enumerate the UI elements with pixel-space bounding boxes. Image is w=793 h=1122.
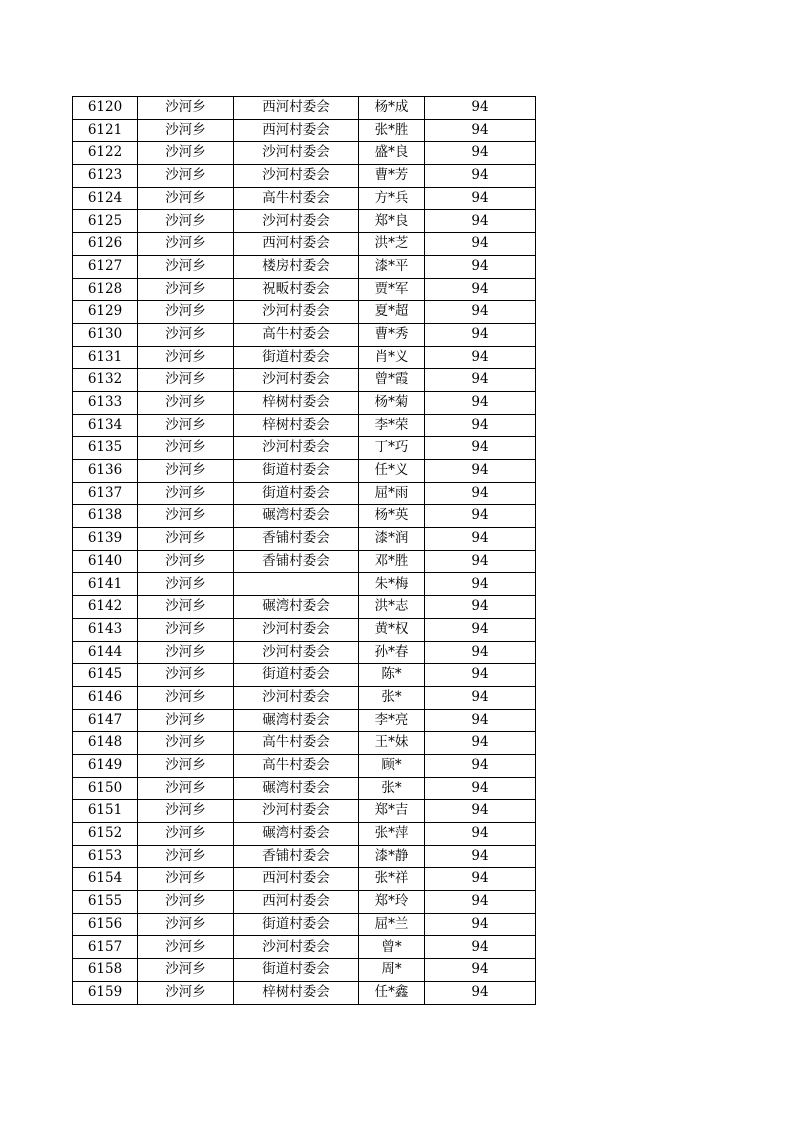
table-row	[73, 437, 536, 460]
cell-village: 街道村委会	[234, 482, 359, 505]
cell-id: 6156	[73, 913, 138, 936]
table-row	[73, 732, 536, 755]
cell-village: 沙河村委会	[234, 641, 359, 664]
cell-name: 朱*梅	[359, 573, 425, 596]
cell-village: 沙河村委会	[234, 936, 359, 959]
cell-town: 沙河乡	[138, 913, 234, 936]
cell-village: 街道村委会	[234, 460, 359, 483]
cell-town: 沙河乡	[138, 936, 234, 959]
cell-name: 曾*	[359, 936, 425, 959]
cell-id: 6126	[73, 233, 138, 256]
cell-village: 楼房村委会	[234, 255, 359, 278]
cell-id: 6134	[73, 414, 138, 437]
cell-score: 94	[425, 460, 536, 483]
cell-id: 6138	[73, 505, 138, 528]
cell-score: 94	[425, 891, 536, 914]
cell-score: 94	[425, 142, 536, 165]
cell-name: 洪*志	[359, 596, 425, 619]
cell-id: 6139	[73, 528, 138, 551]
cell-village: 西河村委会	[234, 891, 359, 914]
cell-town: 沙河乡	[138, 664, 234, 687]
cell-name: 曾*霞	[359, 369, 425, 392]
table-row	[73, 278, 536, 301]
cell-score: 94	[425, 528, 536, 551]
data-table	[72, 96, 536, 1005]
cell-name: 陈*	[359, 664, 425, 687]
cell-id: 6131	[73, 346, 138, 369]
cell-town: 沙河乡	[138, 210, 234, 233]
table-row	[73, 800, 536, 823]
cell-village: 梓树村委会	[234, 391, 359, 414]
cell-score: 94	[425, 233, 536, 256]
cell-score: 94	[425, 573, 536, 596]
cell-village: 街道村委会	[234, 346, 359, 369]
table-row	[73, 845, 536, 868]
cell-id: 6153	[73, 845, 138, 868]
cell-village: 街道村委会	[234, 913, 359, 936]
cell-town: 沙河乡	[138, 414, 234, 437]
table-row	[73, 686, 536, 709]
cell-town: 沙河乡	[138, 891, 234, 914]
cell-name: 郑*良	[359, 210, 425, 233]
cell-name: 邓*胜	[359, 550, 425, 573]
cell-score: 94	[425, 391, 536, 414]
cell-name: 任*鑫	[359, 981, 425, 1004]
cell-score: 94	[425, 868, 536, 891]
cell-score: 94	[425, 278, 536, 301]
cell-town: 沙河乡	[138, 233, 234, 256]
table-row	[73, 187, 536, 210]
table-row	[73, 823, 536, 846]
cell-name: 王*妹	[359, 732, 425, 755]
cell-name: 方*兵	[359, 187, 425, 210]
table-row	[73, 210, 536, 233]
cell-name: 张*	[359, 777, 425, 800]
cell-id: 6142	[73, 596, 138, 619]
cell-name: 杨*菊	[359, 391, 425, 414]
cell-town: 沙河乡	[138, 641, 234, 664]
table-row	[73, 777, 536, 800]
cell-town: 沙河乡	[138, 550, 234, 573]
cell-name: 郑*玲	[359, 891, 425, 914]
cell-village: 西河村委会	[234, 868, 359, 891]
table-row	[73, 505, 536, 528]
cell-name: 丁*巧	[359, 437, 425, 460]
cell-id: 6135	[73, 437, 138, 460]
table-row	[73, 959, 536, 982]
cell-village: 碾湾村委会	[234, 777, 359, 800]
table-row	[73, 891, 536, 914]
cell-village: 西河村委会	[234, 119, 359, 142]
cell-town: 沙河乡	[138, 142, 234, 165]
cell-town: 沙河乡	[138, 119, 234, 142]
cell-id: 6148	[73, 732, 138, 755]
cell-name: 漆*润	[359, 528, 425, 551]
cell-village: 高牛村委会	[234, 323, 359, 346]
cell-village: 沙河村委会	[234, 800, 359, 823]
cell-town: 沙河乡	[138, 981, 234, 1004]
table-row	[73, 936, 536, 959]
cell-town: 沙河乡	[138, 777, 234, 800]
cell-town: 沙河乡	[138, 187, 234, 210]
cell-id: 6124	[73, 187, 138, 210]
cell-name: 曹*芳	[359, 165, 425, 188]
table-row	[73, 482, 536, 505]
table-row	[73, 346, 536, 369]
cell-id: 6141	[73, 573, 138, 596]
cell-id: 6150	[73, 777, 138, 800]
table-row	[73, 550, 536, 573]
table-row	[73, 97, 536, 120]
cell-town: 沙河乡	[138, 482, 234, 505]
table-row	[73, 641, 536, 664]
cell-score: 94	[425, 618, 536, 641]
cell-id: 6123	[73, 165, 138, 188]
cell-score: 94	[425, 641, 536, 664]
cell-village: 沙河村委会	[234, 369, 359, 392]
cell-village: 香铺村委会	[234, 845, 359, 868]
cell-score: 94	[425, 845, 536, 868]
cell-id: 6143	[73, 618, 138, 641]
cell-id: 6152	[73, 823, 138, 846]
cell-town: 沙河乡	[138, 596, 234, 619]
cell-village: 香铺村委会	[234, 528, 359, 551]
cell-town: 沙河乡	[138, 573, 234, 596]
cell-village: 街道村委会	[234, 959, 359, 982]
cell-id: 6120	[73, 97, 138, 120]
cell-score: 94	[425, 800, 536, 823]
cell-score: 94	[425, 369, 536, 392]
table-row	[73, 460, 536, 483]
cell-id: 6155	[73, 891, 138, 914]
cell-score: 94	[425, 550, 536, 573]
cell-id: 6146	[73, 686, 138, 709]
cell-town: 沙河乡	[138, 255, 234, 278]
cell-town: 沙河乡	[138, 391, 234, 414]
cell-name: 黄*权	[359, 618, 425, 641]
cell-name: 漆*静	[359, 845, 425, 868]
cell-id: 6122	[73, 142, 138, 165]
cell-town: 沙河乡	[138, 845, 234, 868]
cell-score: 94	[425, 913, 536, 936]
cell-name: 夏*超	[359, 301, 425, 324]
cell-name: 张*祥	[359, 868, 425, 891]
cell-name: 孙*春	[359, 641, 425, 664]
cell-score: 94	[425, 301, 536, 324]
cell-town: 沙河乡	[138, 437, 234, 460]
table-row	[73, 119, 536, 142]
table-row	[73, 323, 536, 346]
cell-name: 郑*吉	[359, 800, 425, 823]
cell-village: 梓树村委会	[234, 414, 359, 437]
cell-id: 6125	[73, 210, 138, 233]
table-row	[73, 165, 536, 188]
cell-id: 6132	[73, 369, 138, 392]
table-row	[73, 981, 536, 1004]
cell-name: 杨*成	[359, 97, 425, 120]
table-row	[73, 754, 536, 777]
cell-village: 西河村委会	[234, 97, 359, 120]
cell-village: 西河村委会	[234, 233, 359, 256]
table-row	[73, 233, 536, 256]
table-row	[73, 142, 536, 165]
cell-id: 6130	[73, 323, 138, 346]
cell-name: 屈*兰	[359, 913, 425, 936]
cell-town: 沙河乡	[138, 460, 234, 483]
cell-id: 6129	[73, 301, 138, 324]
cell-village: 沙河村委会	[234, 142, 359, 165]
table-row	[73, 709, 536, 732]
cell-id: 6149	[73, 754, 138, 777]
cell-score: 94	[425, 119, 536, 142]
cell-village: 碾湾村委会	[234, 709, 359, 732]
cell-score: 94	[425, 97, 536, 120]
cell-village: 高牛村委会	[234, 754, 359, 777]
cell-id: 6133	[73, 391, 138, 414]
cell-id: 6121	[73, 119, 138, 142]
cell-village: 沙河村委会	[234, 686, 359, 709]
cell-name: 盛*良	[359, 142, 425, 165]
cell-score: 94	[425, 187, 536, 210]
cell-id: 6151	[73, 800, 138, 823]
cell-village: 沙河村委会	[234, 165, 359, 188]
cell-score: 94	[425, 777, 536, 800]
cell-town: 沙河乡	[138, 732, 234, 755]
cell-score: 94	[425, 482, 536, 505]
cell-score: 94	[425, 709, 536, 732]
cell-town: 沙河乡	[138, 868, 234, 891]
table-row	[73, 301, 536, 324]
cell-village: 街道村委会	[234, 664, 359, 687]
cell-id: 6154	[73, 868, 138, 891]
cell-id: 6147	[73, 709, 138, 732]
cell-score: 94	[425, 823, 536, 846]
cell-village: 沙河村委会	[234, 437, 359, 460]
cell-town: 沙河乡	[138, 346, 234, 369]
cell-score: 94	[425, 664, 536, 687]
table-row	[73, 414, 536, 437]
cell-id: 6144	[73, 641, 138, 664]
cell-village: 碾湾村委会	[234, 505, 359, 528]
cell-id: 6136	[73, 460, 138, 483]
cell-town: 沙河乡	[138, 686, 234, 709]
cell-name: 张*萍	[359, 823, 425, 846]
cell-village: 高牛村委会	[234, 187, 359, 210]
cell-name: 曹*秀	[359, 323, 425, 346]
cell-town: 沙河乡	[138, 278, 234, 301]
table-row	[73, 596, 536, 619]
table-row	[73, 391, 536, 414]
cell-id: 6137	[73, 482, 138, 505]
cell-name: 周*	[359, 959, 425, 982]
cell-score: 94	[425, 210, 536, 233]
cell-name: 洪*芝	[359, 233, 425, 256]
cell-score: 94	[425, 323, 536, 346]
cell-name: 漆*平	[359, 255, 425, 278]
cell-town: 沙河乡	[138, 709, 234, 732]
cell-id: 6127	[73, 255, 138, 278]
cell-score: 94	[425, 414, 536, 437]
cell-name: 贾*军	[359, 278, 425, 301]
table-row	[73, 573, 536, 596]
cell-town: 沙河乡	[138, 528, 234, 551]
cell-score: 94	[425, 346, 536, 369]
cell-town: 沙河乡	[138, 754, 234, 777]
table-row	[73, 255, 536, 278]
cell-score: 94	[425, 732, 536, 755]
cell-town: 沙河乡	[138, 505, 234, 528]
cell-village: 沙河村委会	[234, 210, 359, 233]
cell-score: 94	[425, 936, 536, 959]
cell-id: 6158	[73, 959, 138, 982]
cell-score: 94	[425, 981, 536, 1004]
cell-score: 94	[425, 686, 536, 709]
cell-village: 高牛村委会	[234, 732, 359, 755]
cell-name: 屈*雨	[359, 482, 425, 505]
cell-village: 沙河村委会	[234, 618, 359, 641]
cell-name: 顾*	[359, 754, 425, 777]
cell-village: 碾湾村委会	[234, 596, 359, 619]
cell-name: 张*	[359, 686, 425, 709]
cell-score: 94	[425, 505, 536, 528]
cell-town: 沙河乡	[138, 959, 234, 982]
cell-village	[234, 573, 359, 596]
cell-town: 沙河乡	[138, 369, 234, 392]
table-row	[73, 369, 536, 392]
cell-name: 任*义	[359, 460, 425, 483]
cell-name: 杨*英	[359, 505, 425, 528]
cell-id: 6140	[73, 550, 138, 573]
cell-id: 6159	[73, 981, 138, 1004]
cell-town: 沙河乡	[138, 97, 234, 120]
cell-village: 梓树村委会	[234, 981, 359, 1004]
cell-id: 6145	[73, 664, 138, 687]
cell-score: 94	[425, 959, 536, 982]
table-row	[73, 868, 536, 891]
cell-village: 祝畈村委会	[234, 278, 359, 301]
cell-town: 沙河乡	[138, 323, 234, 346]
cell-score: 94	[425, 165, 536, 188]
cell-town: 沙河乡	[138, 800, 234, 823]
cell-score: 94	[425, 596, 536, 619]
cell-id: 6128	[73, 278, 138, 301]
table-row	[73, 618, 536, 641]
cell-village: 香铺村委会	[234, 550, 359, 573]
cell-name: 肖*义	[359, 346, 425, 369]
cell-town: 沙河乡	[138, 823, 234, 846]
cell-score: 94	[425, 754, 536, 777]
cell-name: 李*亮	[359, 709, 425, 732]
cell-village: 碾湾村委会	[234, 823, 359, 846]
table-body	[73, 97, 536, 1005]
cell-town: 沙河乡	[138, 618, 234, 641]
cell-score: 94	[425, 437, 536, 460]
cell-score: 94	[425, 255, 536, 278]
cell-name: 张*胜	[359, 119, 425, 142]
table-row	[73, 664, 536, 687]
cell-id: 6157	[73, 936, 138, 959]
table-row	[73, 528, 536, 551]
cell-village: 沙河村委会	[234, 301, 359, 324]
cell-town: 沙河乡	[138, 165, 234, 188]
table-row	[73, 913, 536, 936]
cell-name: 李*荣	[359, 414, 425, 437]
cell-town: 沙河乡	[138, 301, 234, 324]
